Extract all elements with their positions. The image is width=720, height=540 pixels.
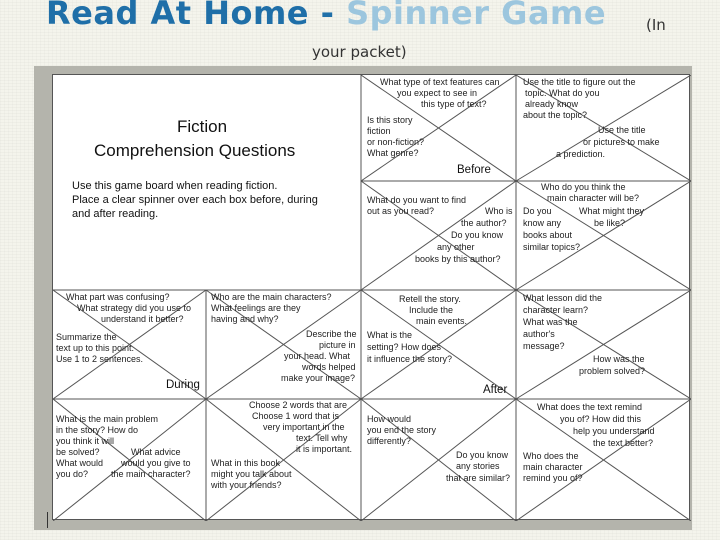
- phase-label-before: Before: [457, 164, 491, 176]
- question-text: similar topics?: [523, 242, 581, 252]
- question-text: you of? How did this: [560, 414, 642, 424]
- question-text: with your friends?: [211, 480, 282, 490]
- question-text: What would: [56, 458, 104, 468]
- question-text: you do?: [56, 469, 89, 479]
- question-text: very important in the: [263, 422, 345, 432]
- question-text: main character will be?: [547, 193, 640, 203]
- question-text: Summarize the: [56, 332, 117, 342]
- question-text: What is the main problem: [56, 414, 159, 424]
- question-text: any stories: [456, 461, 500, 471]
- question-text: your head. What: [284, 351, 351, 361]
- question-text: help you understand: [573, 426, 655, 436]
- question-text: Do you: [523, 206, 552, 216]
- title-note-line2: your packet): [312, 43, 407, 61]
- question-text: Retell the story.: [399, 294, 461, 304]
- question-text: What is the: [367, 330, 413, 340]
- question-text: know any: [523, 218, 562, 228]
- question-text: make your image?: [281, 373, 356, 383]
- instructions-line: Use this game board when reading fiction.: [72, 180, 278, 192]
- question-text: Describe the: [306, 329, 357, 339]
- question-text: or non-fiction?: [367, 137, 425, 147]
- question-text: picture in: [319, 340, 356, 350]
- question-text: you end the story: [367, 425, 437, 435]
- question-text: books about: [523, 230, 573, 240]
- question-text: the main character?: [111, 469, 191, 479]
- question-text: books by this author?: [415, 254, 501, 264]
- comprehension-questions-heading: Comprehension Questions: [94, 141, 296, 160]
- question-text: Do you know: [456, 450, 509, 460]
- question-text: problem solved?: [579, 366, 646, 376]
- question-text: Is this story: [367, 115, 413, 125]
- question-text: Who is: [485, 206, 513, 216]
- question-text: a prediction.: [556, 149, 606, 159]
- question-text: the author?: [461, 218, 507, 228]
- question-text: What strategy did you use to: [77, 303, 192, 313]
- question-text: might you talk about: [211, 469, 292, 479]
- spinner-game-board: [52, 74, 690, 520]
- question-text: How was the: [593, 354, 645, 364]
- question-text: author's: [523, 329, 555, 339]
- question-text: What part was confusing?: [66, 292, 170, 302]
- question-text: any other: [437, 242, 475, 252]
- question-text: in the story? How do: [56, 425, 139, 435]
- question-text: text up to this point.: [56, 343, 135, 353]
- question-text: Use the title to figure out the: [523, 77, 636, 87]
- question-text: Who does the: [523, 451, 579, 461]
- question-text: What does the text remind: [537, 402, 643, 412]
- question-text: text. Tell why: [296, 433, 348, 443]
- question-text: Do you know: [451, 230, 504, 240]
- title-spinner-game: Spinner Game: [346, 0, 607, 32]
- question-text: fiction: [367, 126, 391, 136]
- question-text: or pictures to make: [583, 137, 660, 147]
- question-text: What feelings are they: [211, 303, 301, 313]
- question-text: What might they: [579, 206, 645, 216]
- question-text: the text better?: [593, 438, 654, 448]
- question-text: main character: [523, 462, 583, 472]
- question-text: What in this book: [211, 458, 281, 468]
- question-text: Include the: [409, 305, 454, 315]
- question-text: Choose 1 word that is: [252, 411, 340, 421]
- question-text: remind you of?: [523, 473, 583, 483]
- phase-label-during: During: [166, 379, 200, 391]
- question-text: What was the: [523, 317, 578, 327]
- title-note-line1: (In: [646, 16, 666, 34]
- slide-title: [46, 0, 606, 36]
- question-text: you expect to see in: [397, 88, 478, 98]
- frame-edge-mark: [47, 512, 48, 528]
- question-text: Use 1 to 2 sentences.: [56, 354, 144, 364]
- question-text: about the topic?: [523, 110, 588, 120]
- question-text: Use the title: [598, 125, 646, 135]
- question-text: having and why?: [211, 314, 279, 324]
- question-text: main events.: [416, 316, 468, 326]
- question-text: be solved?: [56, 447, 100, 457]
- question-text: How would: [367, 414, 412, 424]
- question-text: already know: [525, 99, 579, 109]
- question-text: it is important.: [296, 444, 353, 454]
- title-read-at-home: Read At Home -: [46, 0, 347, 32]
- question-text: message?: [523, 341, 565, 351]
- question-text: words helped: [302, 362, 356, 372]
- question-text: understand it better?: [101, 314, 184, 324]
- question-text: character learn?: [523, 305, 589, 315]
- question-text: setting? How does: [367, 342, 442, 352]
- question-text: it influence the story?: [367, 354, 453, 364]
- question-text: that are similar?: [446, 473, 511, 483]
- question-text: would you give to: [121, 458, 191, 468]
- question-text: topic. What do you: [525, 88, 600, 98]
- question-text: you think it will: [56, 436, 115, 446]
- fiction-heading: Fiction: [177, 117, 228, 136]
- question-text: What do you want to find: [367, 195, 467, 205]
- question-text: Who do you think the: [541, 182, 626, 192]
- question-text: What advice: [131, 447, 181, 457]
- question-text: What lesson did the: [523, 293, 603, 303]
- question-text: be like?: [594, 218, 626, 228]
- question-text: this type of text?: [421, 99, 487, 109]
- instructions-line: Place a clear spinner over each box before, during: [72, 194, 318, 206]
- question-text: What type of text features can: [380, 77, 500, 87]
- instructions-line: and after reading.: [72, 208, 159, 220]
- question-text: What genre?: [367, 148, 419, 158]
- question-text: out as you read?: [367, 206, 435, 216]
- phase-label-after: After: [483, 384, 508, 396]
- question-text: differently?: [367, 436, 411, 446]
- question-text: Choose 2 words that are: [249, 400, 348, 410]
- question-text: Who are the main characters?: [211, 292, 332, 302]
